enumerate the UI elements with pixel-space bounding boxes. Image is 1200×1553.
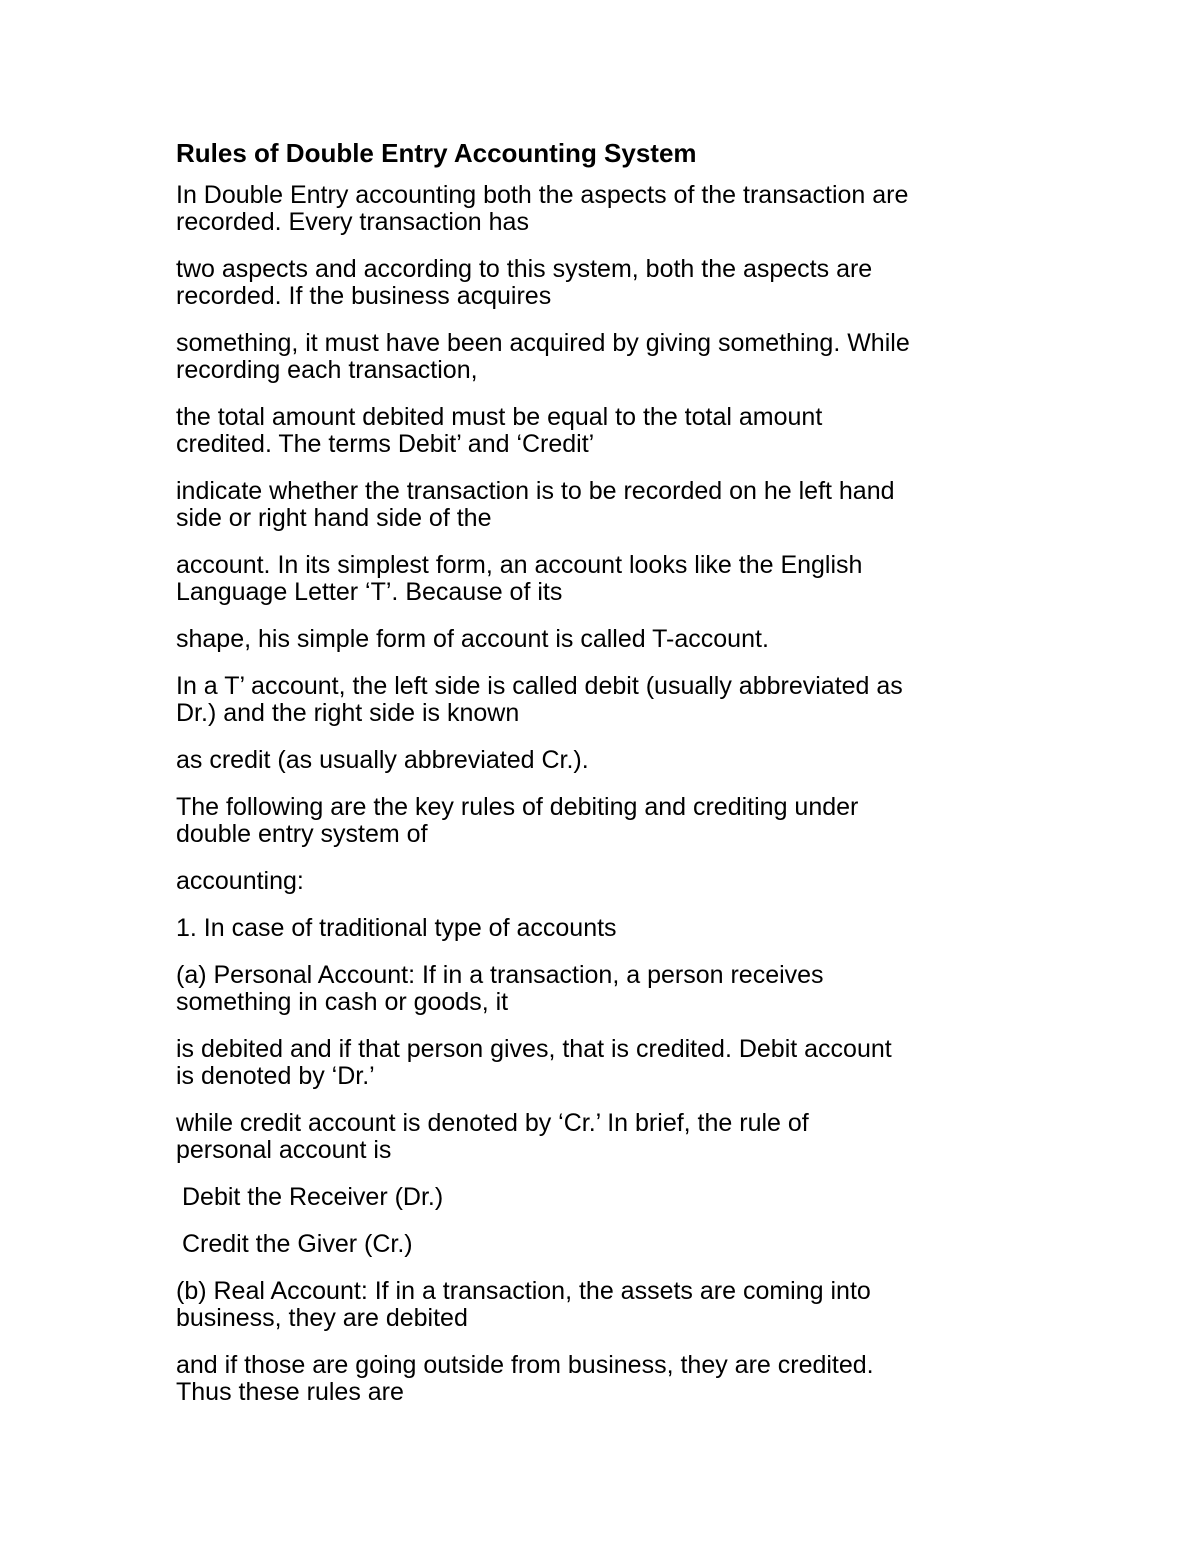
paragraph [176, 552, 1056, 606]
paragraph-line: the total amount debited must be equal to the total amount [176, 403, 823, 431]
paragraph-line: recording each transaction, [176, 356, 478, 384]
paragraph-line: Dr.) and the right side is known [176, 699, 520, 727]
paragraph-line: In a T’ account, the left side is called debit (usually abbreviated as [176, 672, 903, 700]
paragraph [176, 1036, 1056, 1090]
paragraph-line: 1. In case of traditional type of accounts [176, 914, 617, 942]
document-title: Rules of Double Entry Accounting System [176, 138, 697, 168]
paragraph-line: Credit the Giver (Cr.) [182, 1230, 413, 1258]
paragraph [176, 182, 1056, 236]
paragraph [176, 478, 1056, 532]
paragraph [176, 915, 1056, 942]
paragraph-line: something in cash or goods, it [176, 988, 509, 1016]
paragraph-line: while credit account is denoted by ‘Cr.’ In brief, the rule of [176, 1109, 809, 1137]
paragraph [176, 1278, 1056, 1332]
document-body [176, 137, 1056, 1426]
paragraph-line: indicate whether the transaction is to be recorded on he left hand [176, 477, 895, 505]
paragraph-line: (b) Real Account: If in a transaction, the assets are coming into [176, 1277, 871, 1305]
paragraph-line: shape, his simple form of account is called T-account. [176, 625, 769, 653]
paragraph-line: and if those are going outside from business, they are credited. [176, 1351, 874, 1379]
paragraph-line: is denoted by ‘Dr.’ [176, 1062, 375, 1090]
paragraph-line: (a) Personal Account: If in a transaction, a person receives [176, 961, 824, 989]
rule-line [176, 1231, 1056, 1258]
paragraph [176, 673, 1056, 727]
paragraph-line: credited. The terms Debit’ and ‘Credit’ [176, 430, 595, 458]
rule-line [176, 1184, 1056, 1211]
paragraph-line: Debit the Receiver (Dr.) [182, 1183, 444, 1211]
paragraph-line: The following are the key rules of debiting and crediting under [176, 793, 859, 821]
paragraph-line: two aspects and according to this system, both the aspects are [176, 255, 873, 283]
paragraph-line: business, they are debited [176, 1304, 468, 1332]
paragraph-line: side or right hand side of the [176, 504, 492, 532]
paragraph [176, 868, 1056, 895]
paragraph-line: In Double Entry accounting both the aspects of the transaction are [176, 181, 909, 209]
paragraph-line: is debited and if that person gives, that is credited. Debit account [176, 1035, 892, 1063]
paragraph [176, 404, 1056, 458]
paragraph [176, 1110, 1056, 1164]
paragraph [176, 330, 1056, 384]
paragraph [176, 794, 1056, 848]
paragraph-line: something, it must have been acquired by giving something. While [176, 329, 910, 357]
paragraph-line: recorded. If the business acquires [176, 282, 552, 310]
paragraph-line: recorded. Every transaction has [176, 208, 529, 236]
paragraph-line: accounting: [176, 867, 304, 895]
paragraph [176, 1352, 1056, 1406]
paragraph-line: Thus these rules are [176, 1378, 404, 1406]
paragraph-line: Language Letter ‘T’. Because of its [176, 578, 563, 606]
paragraph-line: personal account is [176, 1136, 392, 1164]
paragraph [176, 747, 1056, 774]
paragraph [176, 256, 1056, 310]
paragraph-line: as credit (as usually abbreviated Cr.). [176, 746, 589, 774]
paragraph [176, 626, 1056, 653]
paragraph-line: account. In its simplest form, an account looks like the English [176, 551, 863, 579]
paragraph [176, 962, 1056, 1016]
paragraph-line: double entry system of [176, 820, 428, 848]
